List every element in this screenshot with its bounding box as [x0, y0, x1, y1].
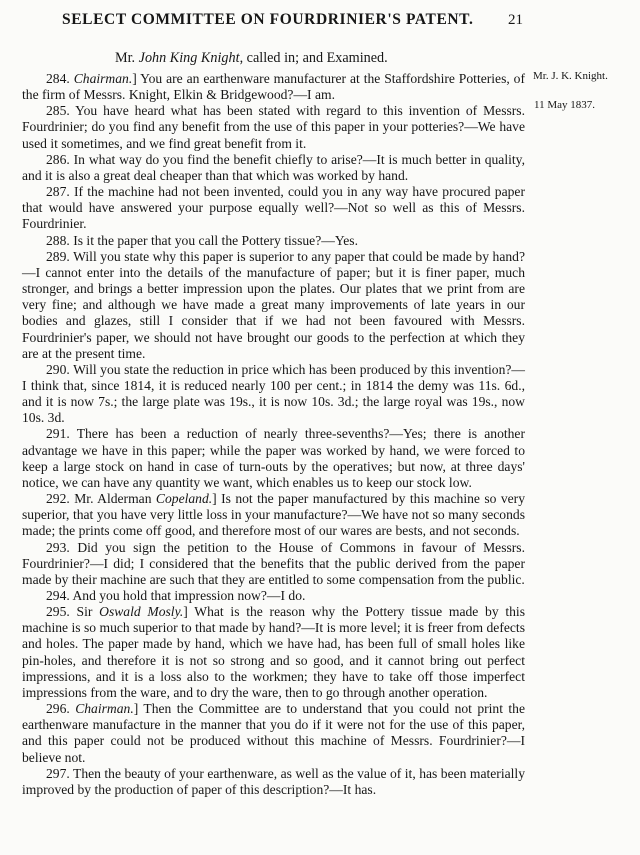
- question-number: 291.: [46, 426, 70, 442]
- question-text: There has been a reduction of nearly three-sevenths?—Yes; there is another advantage we have in this paper; while the paper was worked by hand, we were forced to keep a large stock on hand in case of turn-outs by the operatives; but now, at three days' notice, we can have any quantity we want, which enables us to keep our stock low.: [22, 426, 525, 490]
- question-text: If the machine had not been invented, could you in any way have procured paper that would have answered your purpose equally well?—Not so well as this of Messrs. Fourdrinier.: [22, 184, 525, 232]
- question-number: 289.: [46, 248, 70, 264]
- question-number: 296.: [46, 701, 70, 717]
- question-number: 290.: [46, 361, 70, 377]
- question-text: Then the beauty of your earthenware, as well as the value of it, has been materially improved by the production of paper of this description?—It has.: [22, 765, 525, 797]
- question-paragraph: [22, 233, 525, 249]
- question-number: 284.: [46, 71, 70, 86]
- question-paragraph: [22, 426, 525, 491]
- question-paragraph: [22, 540, 525, 588]
- page-number: 21: [508, 12, 523, 28]
- speaker: Chairman.: [73, 71, 133, 86]
- question-number: 297.: [46, 765, 70, 781]
- question-text: ] Then the Committee are to understand that you could not print the earthenware manufacture in the manner that you do if it were not for the use of this paper, and this paper could not be produced without this machine of Messrs. Fourdrinier?—I believe not.: [22, 701, 525, 765]
- question-paragraph: [22, 249, 525, 362]
- running-title: SELECT COMMITTEE ON FOURDRINIER'S PATENT.: [62, 11, 474, 28]
- margin-witness-note: Mr. J. K. Knight.: [533, 70, 608, 82]
- question-paragraph: [22, 184, 525, 232]
- question-paragraph: [22, 362, 525, 427]
- speaker: Copeland.: [155, 491, 213, 507]
- speaker-title: Sir: [76, 604, 100, 620]
- question-paragraph: [22, 491, 525, 539]
- question-text: Will you state the reduction in price which has been produced by this invention?—I think that, since 1814, it is reduced nearly 100 per cent.; in 1814 the demy was 11s. 6d., and it is now 7s.; the large plate was 19s., it is now 10s. 3d.; the large royal was 19s., now 10s. 3d.: [22, 361, 525, 426]
- question-number: 285.: [46, 103, 70, 119]
- question-text: And you hold that impression now?—I do.: [72, 588, 306, 603]
- question-text: ] You are an earthenware manufacturer at the Staffordshire Potteries, of the firm of Messrs. Knight, Elkin & Bridgewood?—I am.: [22, 71, 526, 103]
- question-text: Will you state why this paper is superior to any paper that could be made by hand?—I cannot enter into the details of the manufacture of paper; but it is finer paper, much stronger, and brings a better impression upon the plates. Our plates that we print from are very fine; and although we have made a great many improvements of late years in our bodies and glazes, still I consider that if we had not been favoured with Messrs. Fourdrinier's paper, we should not have brought our goods to the perfection at which they are at the present time.: [22, 248, 526, 361]
- question-paragraph: [22, 71, 525, 103]
- speaker: Chairman.: [75, 701, 134, 717]
- intro-suffix: , called in; and Examined.: [239, 50, 388, 66]
- question-number: 292.: [46, 491, 70, 507]
- question-number: 286.: [46, 151, 70, 167]
- question-paragraph: [22, 152, 525, 184]
- question-number: 293.: [46, 539, 70, 555]
- question-text: ] What is the reason why the Pottery tissue made by this machine is so much superior to that made by hand?—It is more level; it is freer from defects and holes. The paper made by hand, which we have had, has been full of small holes like pin-holes, and therefore it is not so strong and so good, and it cannot bring out perfect impressions, and it is a loss also to the workmen; they have to take off those imperfect impressions from the ware, and to dry the ware, then to go through another operation.: [22, 604, 526, 700]
- question-number: 295.: [46, 604, 70, 620]
- question-paragraph: [22, 701, 525, 766]
- question-number: 287.: [46, 184, 70, 200]
- witness-name: John King Knight: [138, 50, 240, 66]
- question-number: 294.: [46, 588, 70, 603]
- question-paragraph: [22, 766, 525, 798]
- question-text: Is it the paper that you call the Pottery tissue?—Yes.: [73, 232, 358, 248]
- testimony-body: [22, 71, 525, 798]
- question-number: 288.: [46, 232, 70, 248]
- question-text: In what way do you find the benefit chiefly to arise?—It is much better in quality, and it is also a great deal cheaper than that which was worked by hand.: [22, 151, 525, 183]
- speaker-title: Mr. Alderman: [74, 491, 156, 507]
- question-text: Did you sign the petition to the House of Commons in favour of Messrs. Fourdrinier?—I did; I considered that the benefits that the public derived from the paper made by their machine are such that they are entitled to some compensation from the public.: [22, 539, 525, 587]
- question-paragraph: [22, 103, 525, 151]
- question-text: ] Is not the paper manufactured by this machine so very superior, that you have very little loss in your manufacture?—We have not so many seconds made; the prints come off good, and therefore most of our wares are bests, and not seconds.: [22, 491, 525, 539]
- intro-prefix: Mr.: [115, 50, 139, 66]
- question-paragraph: [22, 604, 525, 701]
- margin-date-note: 11 May 1837.: [534, 99, 596, 111]
- question-paragraph: [22, 588, 525, 604]
- speaker: Oswald Mosly.: [99, 604, 184, 620]
- question-text: You have heard what has been stated with regard to this invention of Messrs. Fourdrinier; do you find any benefit from the use of this paper in your potteries?—We have used it sometimes, and we find great benefit from it.: [22, 103, 525, 151]
